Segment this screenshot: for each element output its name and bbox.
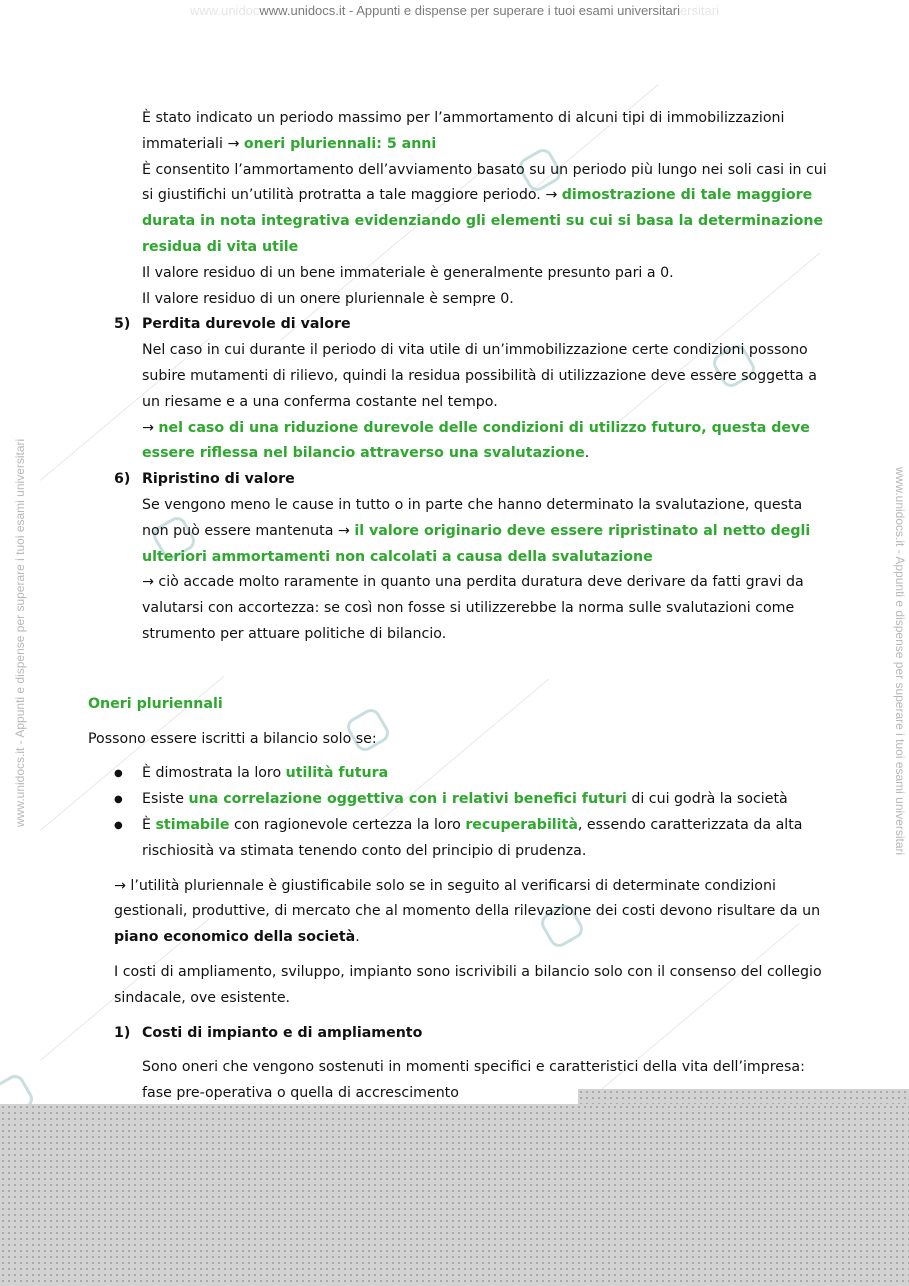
arrow-right-icon: → <box>142 574 154 591</box>
text: . <box>355 929 360 946</box>
list-item-5-body <box>88 338 828 467</box>
bold-text: piano economico della società <box>114 929 356 946</box>
highlight-text: dimostrazione di tale maggiore durata in nota integrativa evidenziando gli elementi su cui si basa la determinazione residua di vita utile <box>142 187 824 255</box>
punctuation: . <box>584 445 590 462</box>
highlight-text: utilità futura <box>285 765 389 782</box>
list-item-1-body: Sono oneri che vengono sostenuti in momenti specifici e caratteristici della vita dell’impresa: fase pre-operativa o quella di accrescimento <box>142 1059 805 1102</box>
page-footer-pattern <box>578 1089 909 1105</box>
section-heading-oneri: Oneri pluriennali <box>88 695 223 712</box>
text: Esiste <box>142 791 184 808</box>
highlight-text: una correlazione oggettiva con i relativi benefici futuri <box>188 791 627 808</box>
paragraph-text: Se vengono meno le cause in tutto o in parte che hanno determinato la svalutazione, questa non può essere mantenuta <box>142 496 803 539</box>
list-item-title: Costi di impianto e di ampliamento <box>142 1024 423 1041</box>
paragraph-text: Nel caso in cui durante il periodo di vita utile di un’immobilizzazione certe condizioni possono subire mutamenti di rilievo, quindi la residua possibilità di utilizzazione deve essere soggetta a un riesame e a una conferma costante nel tempo. <box>142 342 817 410</box>
list-item <box>88 787 828 813</box>
list-item-6 <box>88 467 828 493</box>
paragraph-avviamento <box>88 158 828 261</box>
header-watermark-text: www.unidocs.it - Appunti e dispense per superare i tuoi esami universitari <box>259 3 680 18</box>
highlight-text: nel caso di una riduzione durevole delle condizioni di utilizzo futuro, questa deve essere riflessa nel bilancio attraverso una svalutazione <box>142 419 810 462</box>
page-footer-pattern <box>0 1104 909 1286</box>
paragraph-valore-residuo-bene: Il valore residuo di un bene immateriale è generalmente presunto pari a 0. <box>142 264 674 281</box>
list-item-title: Ripristino di valore <box>142 471 295 488</box>
highlight-text: oneri pluriennali: 5 anni <box>243 135 437 152</box>
arrow-right-icon: → <box>545 187 558 204</box>
document-body <box>88 106 828 1107</box>
highlight-text: recuperabilità <box>465 816 578 833</box>
arrow-right-icon: → <box>114 877 126 894</box>
list-item-title: Perdita durevole di valore <box>142 316 351 333</box>
text: l’utilità pluriennale è giustificabile solo se in seguito al verificarsi di determinate condizioni gestionali, produttive, di mercato che al momento della rilevazione dei costi devono risultare da un <box>114 877 821 920</box>
highlight-text: il valore originario deve essere ripristinato al netto degli ulteriori ammortamenti non calcolati a causa della svalutazione <box>142 522 811 565</box>
right-side-watermark: www.unidocs.it - Appunti e dispense per superare i tuoi esami universitari <box>893 467 907 856</box>
list-item <box>88 761 828 787</box>
arrow-right-icon: → <box>337 522 350 539</box>
text: È dimostrata la loro <box>142 765 282 782</box>
bullet-icon: ● <box>114 794 123 806</box>
paragraph-ammortamento-periodo <box>88 106 828 158</box>
arrow-right-icon: → <box>227 135 240 152</box>
bullet-list <box>88 761 828 864</box>
list-item-1 <box>88 1021 828 1047</box>
list-item-6-body <box>88 493 828 648</box>
text: con ragionevole certezza la loro <box>233 816 461 833</box>
paragraph-utilita-pluriennale <box>88 874 828 951</box>
paragraph-text: È consentito l’ammortamento dell’avviamento basato su un periodo più lungo nei soli casi in cui si giustifichi un’utilità protratta a tale maggiore periodo. <box>142 161 827 204</box>
highlight-text: stimabile <box>155 816 230 833</box>
list-number: 5) <box>114 316 131 333</box>
arrow-right-icon: → <box>142 419 154 436</box>
bullet-icon: ● <box>114 768 123 780</box>
paragraph-text: È stato indicato un periodo massimo per l’ammortamento di alcuni tipi di immobilizzazioni immateriali <box>142 110 785 152</box>
text: È <box>142 816 151 833</box>
list-item-5 <box>88 312 828 338</box>
header-watermark: www.unidocwww.unidocs.it - Appunti e dispense per superare i tuoi esami universitariersitari <box>190 3 719 18</box>
list-number: 1) <box>114 1024 131 1041</box>
paragraph-costi-ampliamento: I costi di ampliamento, sviluppo, impianto sono iscrivibili a bilancio solo con il consenso del collegio sindacale, ove esistente. <box>114 963 822 1006</box>
paragraph-text: ciò accade molto raramente in quanto una perdita duratura deve derivare da fatti gravi da valutarsi con accortezza: se così non fosse si utilizzerebbe la norma sulle svalutazioni come strumento per attuare politiche di bilancio. <box>142 574 804 642</box>
list-number: 6) <box>114 471 131 488</box>
paragraph-valore-residuo-onere: Il valore residuo di un onere pluriennale è sempre 0. <box>142 290 514 307</box>
left-side-watermark: www.unidocs.it - Appunti e dispense per superare i tuoi esami universitari <box>13 438 27 827</box>
text: di cui godrà la società <box>631 791 788 808</box>
paragraph-intro: Possono essere iscritti a bilancio solo se: <box>88 730 377 747</box>
list-item <box>88 813 828 865</box>
text: , essendo caratterizzata da alta rischiosità va stimata tenendo conto del principio di prudenza. <box>142 816 803 859</box>
bullet-icon: ● <box>114 819 123 831</box>
